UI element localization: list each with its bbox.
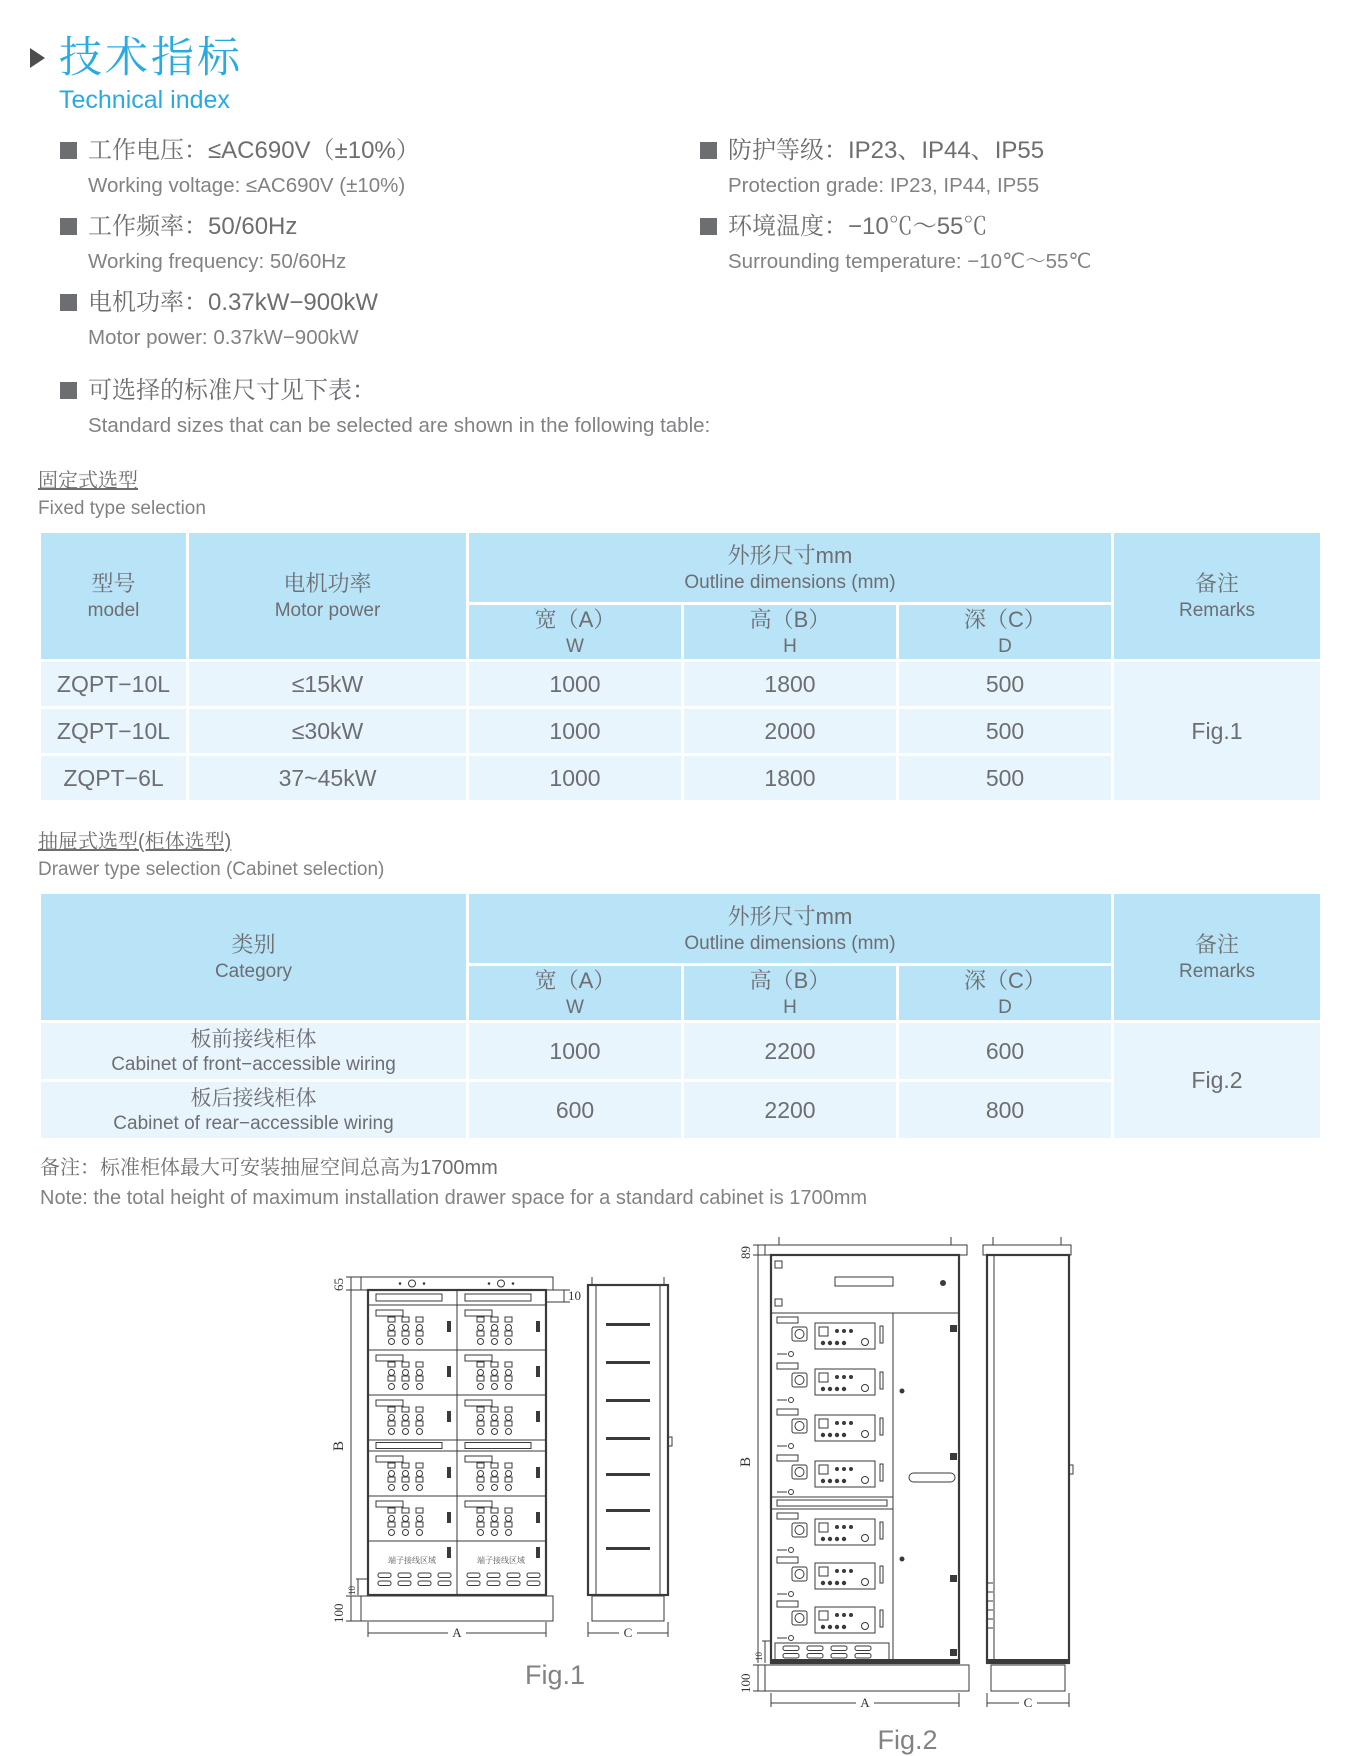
section-title-en: Fixed type selection xyxy=(38,498,206,520)
cell-power: ≤30kW xyxy=(188,708,468,755)
fig1-dim-10-bottom: 10 xyxy=(347,1586,357,1596)
fig1-caption: Fig.1 xyxy=(524,1660,586,1691)
fig2-dim-A: A xyxy=(860,1695,870,1711)
cell-height: 2000 xyxy=(683,708,898,755)
fig1-dim-65: 65 xyxy=(331,1278,346,1292)
fig1-terminal-label: 端子接线区域 xyxy=(388,1556,436,1566)
fig2-dim-C: C xyxy=(1023,1695,1033,1711)
spec-list xyxy=(60,133,1319,361)
fig1-dim-B: B xyxy=(331,1441,347,1452)
spec-en-text: Surrounding temperature: −10℃～55℃ xyxy=(728,250,1092,274)
figures-area xyxy=(0,1213,1357,1756)
fixed-type-section-label xyxy=(38,464,1319,520)
cell-power: ≤15kW xyxy=(188,661,468,708)
bullet-icon xyxy=(60,382,77,399)
note xyxy=(40,1155,1319,1211)
bullet-icon xyxy=(60,142,77,159)
bullet-icon xyxy=(700,218,717,235)
cell-category: 板后接线柜体 Cabinet of rear−accessible wiring xyxy=(40,1081,468,1140)
col-header-motor-power: 电机功率 Motor power xyxy=(188,532,468,661)
cell-remark: Fig.2 xyxy=(1113,1022,1322,1140)
cell-depth: 600 xyxy=(898,1022,1113,1081)
spec-en-text: Working frequency: 50/60Hz xyxy=(88,250,347,274)
page-subtitle: Technical index xyxy=(59,86,230,115)
col-header-outline-dimensions: 外形尺寸mm Outline dimensions (mm) xyxy=(468,532,1113,604)
fig1-drawing xyxy=(330,1255,780,1653)
col-header-outline-dimensions: 外形尺寸mm Outline dimensions (mm) xyxy=(468,893,1113,965)
cell-width: 600 xyxy=(468,1081,683,1140)
spec-working-voltage xyxy=(60,133,700,202)
cell-width: 1000 xyxy=(468,1022,683,1081)
page-title: 技术指标 xyxy=(59,34,243,82)
fig2 xyxy=(735,1213,1080,1756)
bullet-icon xyxy=(700,142,717,159)
spec-zh-text: 工作频率：50/60Hz xyxy=(88,213,298,241)
col-header-width: 宽（A） W xyxy=(468,965,683,1022)
table-row xyxy=(40,1022,1322,1081)
fig1-dim-C: C xyxy=(623,1625,633,1641)
spec-zh-text: 可选择的标准尺寸见下表： xyxy=(88,377,376,405)
fig2-dim-10: 10 xyxy=(754,1652,764,1662)
cell-depth: 500 xyxy=(898,708,1113,755)
section-arrow-icon xyxy=(30,48,45,68)
col-header-height: 高（B） H xyxy=(683,604,898,661)
fig2-dim-100: 100 xyxy=(738,1673,753,1694)
cell-model: ZQPT−10L xyxy=(40,661,188,708)
fig2-dim-89: 89 xyxy=(738,1246,753,1260)
spec-protection-grade xyxy=(700,133,1091,202)
fig1-dim-100: 100 xyxy=(331,1603,346,1624)
cell-depth: 800 xyxy=(898,1081,1113,1140)
cell-width: 1000 xyxy=(468,755,683,802)
col-header-model: 型号 model xyxy=(40,532,188,661)
spec-motor-power xyxy=(60,285,700,354)
table-row xyxy=(40,661,1322,708)
cell-height: 2200 xyxy=(683,1081,898,1140)
col-header-height: 高（B） H xyxy=(683,965,898,1022)
cell-height: 2200 xyxy=(683,1022,898,1081)
spec-zh-text: 电机功率：0.37kW−900kW xyxy=(88,289,379,317)
col-header-depth: 深（C） D xyxy=(898,604,1113,661)
drawer-type-table xyxy=(38,891,1323,1141)
spec-en-text: Standard sizes that can be selected are shown in the following table: xyxy=(88,414,711,438)
spec-zh-text: 工作电压：≤AC690V（±10%） xyxy=(88,137,420,165)
spec-table-intro xyxy=(60,373,1319,442)
bullet-icon xyxy=(60,218,77,235)
cell-depth: 500 xyxy=(898,661,1113,708)
cell-power: 37~45kW xyxy=(188,755,468,802)
fig1-dim-A: A xyxy=(452,1625,462,1641)
cell-depth: 500 xyxy=(898,755,1113,802)
spec-en-text: Motor power: 0.37kW−900kW xyxy=(88,326,359,350)
spec-surrounding-temperature xyxy=(700,209,1091,278)
cell-model: ZQPT−10L xyxy=(40,708,188,755)
cell-height: 1800 xyxy=(683,661,898,708)
note-en: Note: the total height of maximum installation drawer space for a standard cabinet is 1700mm xyxy=(40,1187,868,1210)
fig2-drawing xyxy=(735,1213,1080,1718)
section-title-zh: 抽屉式选型(柜体选型) xyxy=(38,831,232,854)
fig1 xyxy=(330,1255,780,1691)
fig1-dim-10-top: 10 xyxy=(568,1288,581,1304)
cell-height: 1800 xyxy=(683,755,898,802)
section-title-zh: 固定式选型 xyxy=(38,470,138,493)
col-header-depth: 深（C） D xyxy=(898,965,1113,1022)
note-zh: 备注：标准柜体最大可安装抽屉空间总高为1700mm xyxy=(40,1157,498,1180)
fixed-type-table xyxy=(38,530,1323,803)
fig1-terminal-label: 端子接线区域 xyxy=(477,1556,525,1566)
bullet-icon xyxy=(60,294,77,311)
cell-remark: Fig.1 xyxy=(1113,661,1322,802)
col-header-remarks: 备注 Remarks xyxy=(1113,532,1322,661)
drawer-type-section-label xyxy=(38,825,1319,881)
spec-en-text: Protection grade: IP23, IP44, IP55 xyxy=(728,174,1040,198)
col-header-remarks: 备注 Remarks xyxy=(1113,893,1322,1022)
col-header-category: 类别 Category xyxy=(40,893,468,1022)
page-header xyxy=(30,34,1357,115)
spec-working-frequency xyxy=(60,209,700,278)
cell-width: 1000 xyxy=(468,661,683,708)
spec-zh-text: 防护等级：IP23、IP44、IP55 xyxy=(728,137,1045,165)
cell-model: ZQPT−6L xyxy=(40,755,188,802)
spec-en-text: Working voltage: ≤AC690V (±10%) xyxy=(88,174,406,198)
cell-category: 板前接线柜体 Cabinet of front−accessible wiring xyxy=(40,1022,468,1081)
spec-zh-text: 环境温度：−10℃～55℃ xyxy=(728,213,988,241)
cell-width: 1000 xyxy=(468,708,683,755)
fig2-dim-B: B xyxy=(738,1457,754,1468)
col-header-width: 宽（A） W xyxy=(468,604,683,661)
section-title-en: Drawer type selection (Cabinet selection) xyxy=(38,859,385,881)
fig2-caption: Fig.2 xyxy=(877,1725,938,1756)
